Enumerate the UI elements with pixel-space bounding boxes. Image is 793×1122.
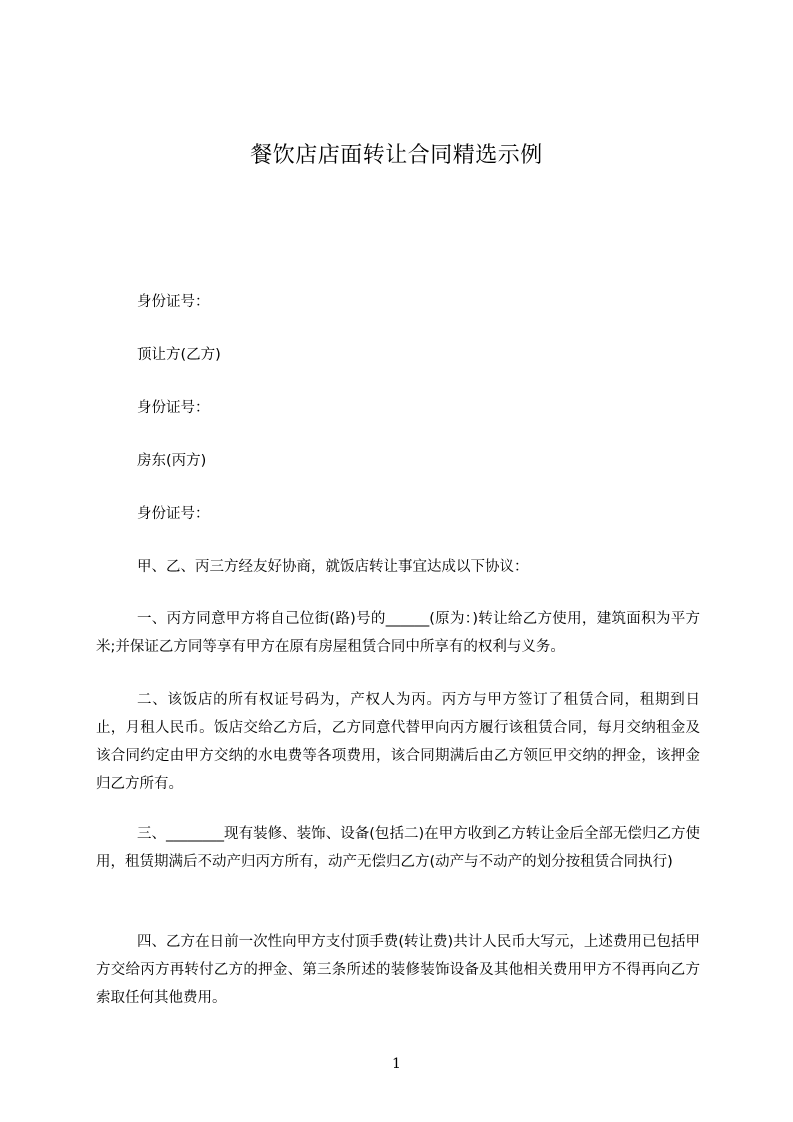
line-id-number-2: 身份证号： — [137, 400, 210, 416]
document-title: 餐饮店店面转让合同精选示例 — [250, 143, 543, 168]
line-agreement-intro: 甲、乙、丙三方经友好协商，就饭店转让事宜达成以下协议： — [137, 559, 529, 575]
line-id-number-3: 身份证号： — [137, 506, 210, 522]
line-id-number-1: 身份证号： — [137, 294, 210, 310]
clause-4: 四、乙方在日前一次性向甲方支付顶手费(转让费)共计人民币大写元，上述费用已包括甲方交给丙方再转付乙方的押金、第三条所述的装修装饰设备及其他相关费用甲方不得再向乙方索取任何其他费用。 — [96, 934, 700, 1006]
clause-3: 三、________现有装修、装饰、设备(包括二)在甲方收到乙方转让金后全部无偿归乙方使用，租赁期满后不动产归丙方所有，动产无偿归乙方(动产与不动产的划分按租赁合同执行) — [96, 826, 700, 870]
page-number: 1 — [392, 1056, 401, 1072]
clause-2: 二、该饭店的所有权证号码为，产权人为丙。丙方与甲方签订了租赁合同，租期到日止，月租人民币。饭店交给乙方后，乙方同意代替甲向丙方履行该租赁合同，每月交纳租金及该合同约定由甲方交纳的水电费等各项费用，该合同期满后由乙方领叵甲交纳的押金，该押金归乙方所有。 — [96, 692, 700, 792]
line-landlord-party-c: 房东(丙方) — [137, 453, 207, 469]
line-party-b: 顶让方(乙方) — [137, 347, 221, 363]
clause-1: 一、丙方同意甲方将自己位街(路)号的______(原为：)转让给乙方使用，建筑面积为平方米;并保证乙方同等享有甲方在原有房屋租赁合同中所享有的权利与义务。 — [96, 611, 700, 655]
